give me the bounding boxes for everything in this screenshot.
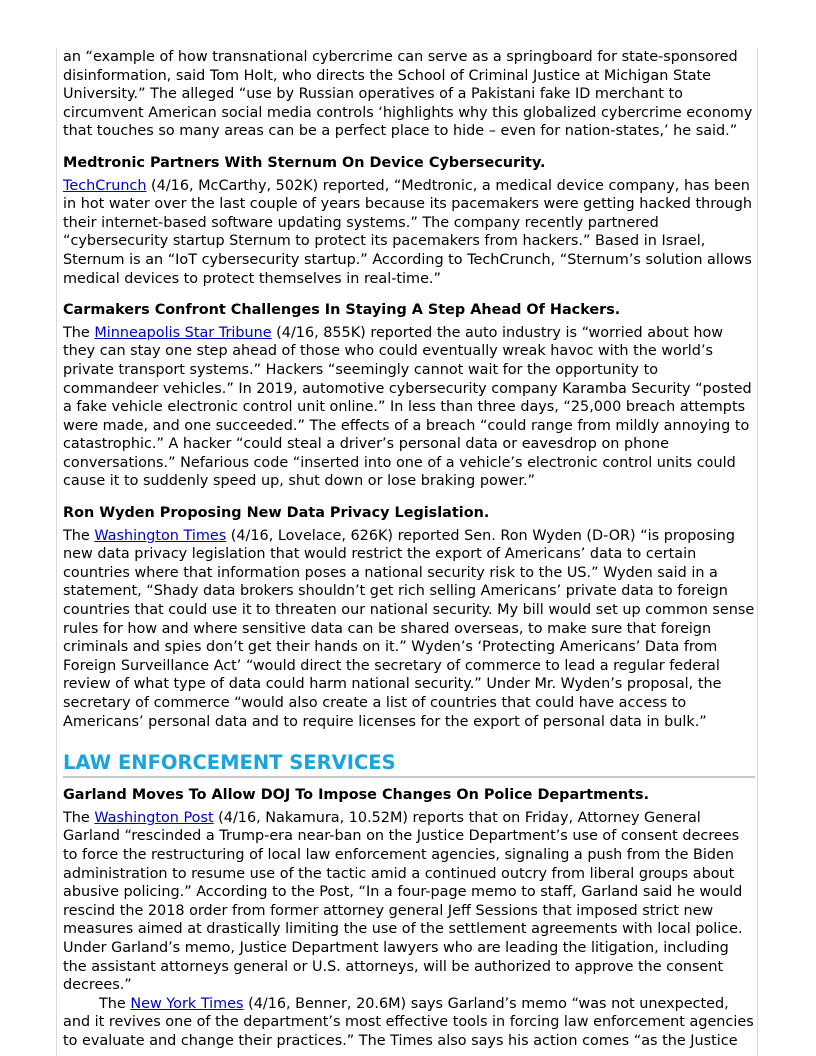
source-link-washington-post[interactable]: Washington Post <box>94 809 214 826</box>
article-headline: Carmakers Confront Challenges In Staying A Step Ahead Of Hackers. <box>63 302 621 319</box>
article-text: (4/16, Benner, 20.6M) says Garland’s memo “was not unexpected, and it revives one of the department’s most effective tools in forcing law enforcement agencies to evaluate and change their practices.” The Times also says his action comes “as the Justice <box>63 995 754 1049</box>
source-link-techcrunch[interactable]: TechCrunch <box>63 177 147 194</box>
source-link-star-tribune[interactable]: Minneapolis Star Tribune <box>94 324 272 341</box>
article-text: (4/16, Nakamura, 10.52M) reports that on Friday, Attorney General Garland “rescinded a Trump-era near-ban on the Justice Department’s use of consent decrees to force the restructuring of local law enforcement agencies, signaling a push from the Biden administration to resume use of the tactic amid a continued outcry from liberal groups about abusive policing.” According to the Post, “In a four-page memo to staff, Garland said he would rescind the 2018 order from former attorney general Jeff Sessions that imposed strict new measures aimed at drastically limiting the use of the settlement agreements with local police. Under Garland’s memo, Justice Department lawyers who are leading the litigation, including the assistant attorneys general or U.S. attorneys, will be authorized to approve the consent decrees.” <box>63 809 743 994</box>
article-medtronic <box>63 154 755 288</box>
article-carmakers <box>63 301 755 491</box>
intro-paragraph: an “example of how transnational cybercrime can serve as a springboard for state-sponsored disinformation, said Tom Holt, who directs the School of Criminal Justice at Michigan State University.” The alleged “use by Russian operatives of a Pakistani fake ID merchant to circumvent American social media controls ‘highlights why this globalized cybercrime economy that touches so many areas can be a perfect place to hide – even for nation-states,’ he said.” <box>63 49 753 140</box>
article-headline: Ron Wyden Proposing New Data Privacy Legislation. <box>63 505 490 522</box>
article-body <box>63 177 755 289</box>
document-body <box>63 48 755 1051</box>
article-lead: The <box>63 809 95 826</box>
article-wyden <box>63 504 755 731</box>
article-headline: Medtronic Partners With Sternum On Device Cybersecurity. <box>63 154 546 171</box>
article-text: (4/16, McCarthy, 502K) reported, “Medtronic, a medical device company, has been in hot water over the last couple of years because its pacemakers were getting hacked through their internet-based software updating systems.” The company recently partnered “cybersecurity startup Sternum to protect its pacemakers from hackers.” Based in Israel, Sternum is an “IoT cybersecurity startup.” According to TechCrunch, “Sternum’s solution allows medical devices to protect themselves in real-time.” <box>63 177 753 287</box>
article-body <box>63 324 755 491</box>
article-body <box>63 809 755 995</box>
article-text: (4/16, 855K) reported the auto industry is “worried about how they can stay one step ahead of those who could eventually wreak havoc with the world’s private transport systems.” Hackers “seemingly cannot wait for the opportunity to commandeer vehicles.” In 2019, automotive cybersecurity company Karamba Security “posted a fake vehicle electronic control unit online.” In less than three days, “25,000 breach attempts were made, and one succeeded.” The effects of a breach “could range from mildly annoying to catastrophic.” A hacker “could steal a driver’s personal data or eavesdrop on phone conversations.” Nefarious code “inserted into one of a vehicle’s electronic control units could cause it to suddenly speed up, shut down or lose braking power.” <box>63 324 752 490</box>
article-body <box>63 527 755 732</box>
article-headline: Garland Moves To Allow DOJ To Impose Changes On Police Departments. <box>63 787 650 804</box>
source-link-washington-times[interactable]: Washington Times <box>94 527 227 544</box>
article-lead: The <box>99 995 131 1012</box>
section-title: LAW ENFORCEMENT SERVICES <box>63 751 755 778</box>
article-garland <box>63 786 755 1050</box>
article-text: (4/16, Lovelace, 626K) reported Sen. Ron Wyden (D-OR) “is proposing new data privacy legislation that would restrict the export of Americans’ data to certain countries where that information poses a national security risk to the US.” Wyden said in a statement, “Shady data brokers shouldn’t get rich selling Americans’ private data to foreign countries that could use it to threaten our national security. My bill would set up common sense rules for how and where sensitive data can be shared overseas, to make sure that foreign criminals and spies don’t get their hands on it.” Wyden’s ‘Protecting Americans’ Data from Foreign Surveillance Act’ “would direct the secretary of commerce to lead a regular federal review of what type of data could harm national security.” Under Mr. Wyden’s proposal, the secretary of commerce “would also create a list of countries that could have access to Americans’ personal data and to require licenses for the export of personal data in bulk.” <box>63 527 755 730</box>
source-link-new-york-times[interactable]: New York Times <box>130 995 244 1012</box>
article-body-continued <box>63 995 755 1051</box>
article-lead: The <box>63 527 95 544</box>
article-lead: The <box>63 324 95 341</box>
